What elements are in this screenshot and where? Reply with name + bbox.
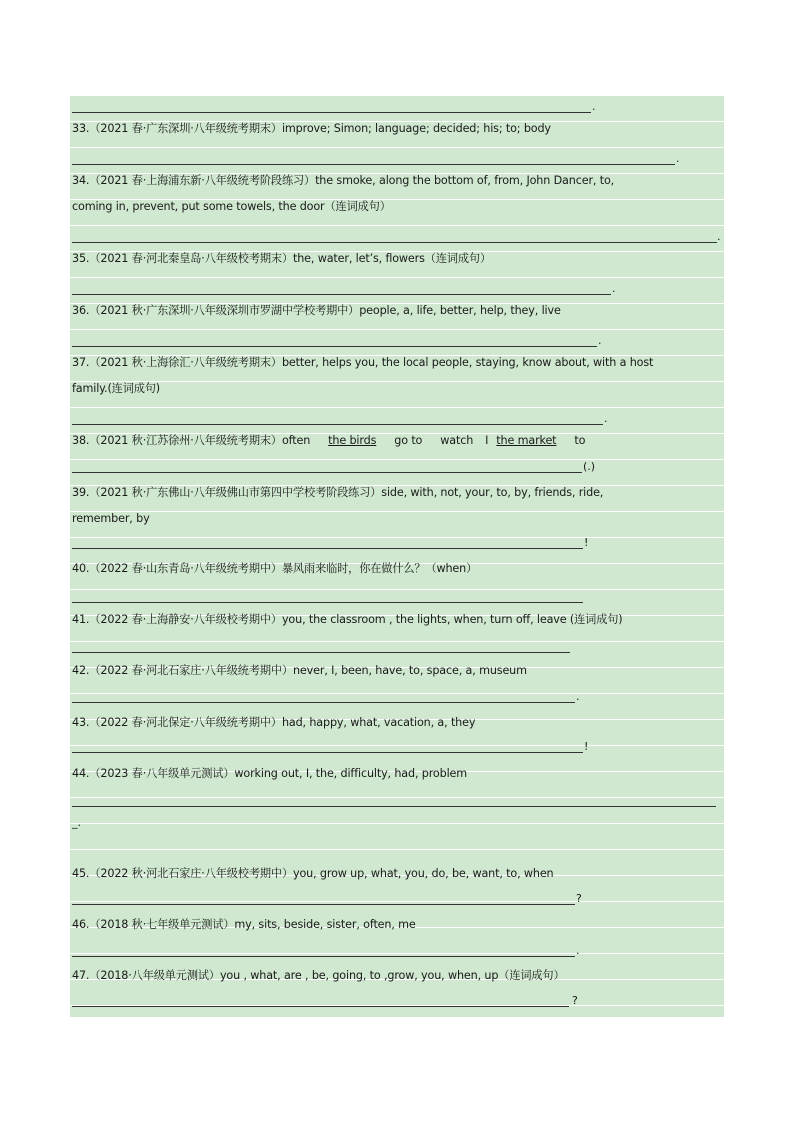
question-42: 42.（2022 春·河北石家庄·八年级统考期中）never, I, been, have, to, space, a, museum: [72, 664, 527, 677]
question-47: 47.（2018·八年级单元测试）you , what, are , be, going, to ,grow, you, when, up（连词成句）: [72, 969, 565, 982]
answer-line: .: [72, 412, 617, 426]
question-35: 35.（2021 春·河北秦皇岛·八年级校考期末）the, water, let’s, flowers（连词成句）: [72, 252, 492, 265]
answer-line: .: [72, 944, 592, 958]
question-34-cont: coming in, prevent, put some towels, the door（连词成句）: [72, 200, 391, 213]
word-chunk: to: [574, 434, 586, 447]
answer-line: .: [72, 230, 724, 244]
answer-line: [72, 640, 582, 654]
question-40: 40.（2022 春·山东青岛·八年级统考期中）暴风雨来临时，你在做什么？（when）: [72, 562, 478, 575]
question-39: 39.（2021 秋·广东佛山·八年级佛山市第四中学校考阶段练习）side, with, not, your, to, by, friends, ride,: [72, 486, 604, 499]
question-37: 37.（2021 秋·上海徐汇·八年级统考期末）better, helps you, the local people, staying, know about, with a host: [72, 356, 654, 369]
question-33: 33.（2021 春·广东深圳·八年级统考期末）improve; Simon; language; decided; his; to; body: [72, 122, 551, 135]
answer-line: .: [72, 282, 632, 296]
answer-line: .: [72, 690, 592, 704]
word-chunk: go to: [394, 434, 423, 447]
question-45: 45.（2022 秋·河北石家庄·八年级校考期中）you, grow up, what, you, do, be, want, to, when: [72, 867, 554, 880]
word-chunk: the birds: [328, 434, 377, 447]
answer-line-end: _.: [72, 816, 81, 829]
question-43: 43.（2022 春·河北保定·八年级统考期中）had, happy, what, vacation, a, they: [72, 716, 476, 729]
question-37-cont: family.(连词成句): [72, 382, 161, 395]
question-38: [72, 434, 585, 448]
question-44: 44.（2023 春·八年级单元测试）working out, I, the, difficulty, had, problem: [72, 767, 468, 780]
word-chunk: watch: [440, 434, 474, 447]
answer-line: ?: [72, 994, 592, 1008]
answer-line: [72, 794, 722, 808]
question-39-cont: remember, by: [72, 512, 150, 525]
answer-line: !: [72, 740, 602, 754]
answer-line: !: [72, 536, 602, 550]
question-41: 41.（2022 春·上海静安·八年级校考期中）you, the classroom , the lights, when, turn off, leave (连词成句): [72, 613, 623, 626]
answer-line: .: [72, 334, 612, 348]
answer-line: .: [72, 100, 602, 114]
answer-line: ?: [72, 892, 592, 906]
question-46: 46.（2018 秋·七年级单元测试）my, sits, beside, sister, often, me: [72, 918, 416, 931]
answer-line: (.): [72, 460, 612, 474]
question-38-prefix: 38.（2021 秋·江苏徐州·八年级统考期末）often: [72, 434, 311, 447]
question-34: 34.（2021 春·上海浦东新·八年级统考阶段练习）the smoke, along the bottom of, from, John Dancer, to,: [72, 174, 615, 187]
answer-line: [72, 590, 592, 604]
question-36: 36.（2021 秋·广东深圳·八年级深圳市罗湖中学校考期中）people, a, life, better, help, they, live: [72, 304, 561, 317]
word-chunk: I: [485, 434, 489, 447]
answer-line: .: [72, 152, 692, 166]
worksheet: [70, 96, 724, 1017]
word-chunk: the market: [496, 434, 557, 447]
